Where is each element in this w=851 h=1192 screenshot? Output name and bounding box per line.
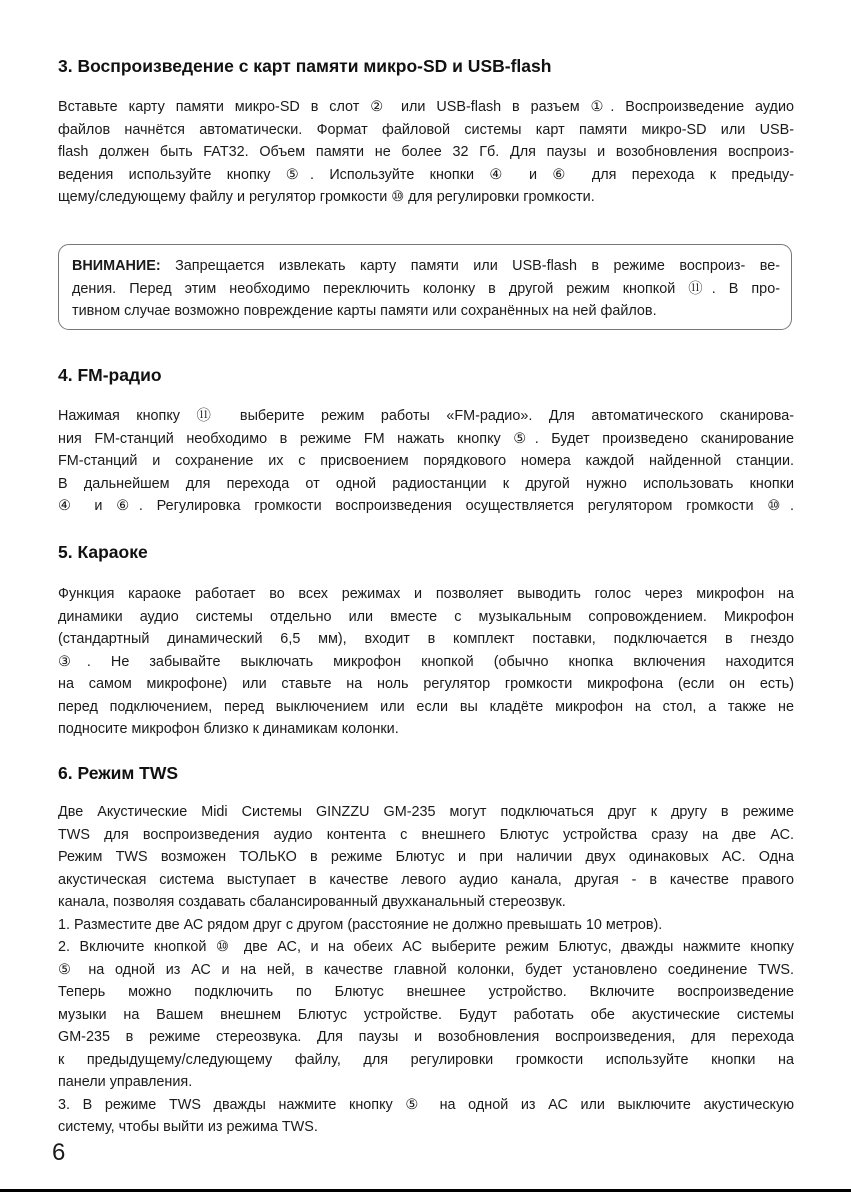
page-number: 6: [52, 1139, 66, 1166]
section-6-line: ⑤ на одной из АС и на ней, в качестве главной колонки, будет установлено соединение TWS.: [58, 961, 794, 978]
section-4-line: В дальнейшем для перехода от одной радиостанции к другой нужно использовать кнопки: [58, 475, 794, 492]
section-6-step-2: 2. Включите кнопкой ⑩ две АС, и на обеих АС выберите режим Блютус, дважды нажмите кнопку: [58, 939, 794, 955]
warning-notice-text: [72, 255, 780, 323]
section-6-body: [58, 801, 794, 1139]
section-5-body: [58, 583, 794, 741]
warning-notice-box: [58, 244, 792, 330]
section-6-line: GM-235 в режиме стереозвука. Для паузы и возобновления воспроизведения, для перехода: [58, 1029, 794, 1045]
warning-line: тивном случае возможно повреждение карты памяти или сохранённых на ней файлов.: [72, 303, 657, 319]
section-6-line: акустическая система выступает в качестве левого аудио канала, другая - в качестве правого: [58, 871, 794, 888]
section-3-line: файлов начнётся автоматически. Формат файловой системы карт памяти микро-SD или USB-: [58, 121, 794, 138]
section-4-title: 4. FM-радио: [58, 365, 162, 385]
section-5-line: (стандартный динамический 6,5 мм), входит в комплект поставки, подключается в гнездо: [58, 631, 794, 647]
section-6-title: 6. Режим TWS: [58, 763, 179, 783]
section-3-line: Вставьте карту памяти микро-SD в слот ② или USB-flash в разъем ①. Воспроизведение аудио: [58, 99, 794, 115]
section-6-line: TWS для воспроизведения аудио контента с внешнего Блютус устройства сразу на две АС.: [58, 826, 794, 843]
section-6-line: Режим TWS возможен ТОЛЬКО в режиме Блютус и при наличии двух одинаковых АС. Одна: [58, 849, 794, 865]
warning-line: дения. Перед этим необходимо переключить колонку в другой режим кнопкой ⑪. В про-: [72, 280, 780, 297]
section-5-line: перед подключением, перед выключением или если вы кладёте микрофон на стол, а также не: [58, 698, 794, 715]
section-4-line: ния FM-станций необходимо в режиме FM нажать кнопку ⑤. Будет произведено сканирование: [58, 430, 794, 447]
warning-first-line-rest: Запрещается извлекать карту памяти или USB-flash в режиме воспроиз- ве-: [160, 258, 780, 274]
section-3-line: щему/следующему файлу и регулятор громкости ⑩ для регулировки громкости.: [58, 189, 595, 205]
section-6-line: панели управления.: [58, 1074, 193, 1090]
section-5-line: ③. Не забывайте выключать микрофон кнопкой (обычно кнопка включения находится: [58, 653, 794, 670]
section-3-body: [58, 96, 794, 209]
section-6-line: к предыдущему/следующему файлу, для регулировки громкости используйте кнопки на: [58, 1051, 794, 1068]
warning-label: ВНИМАНИЕ:: [72, 258, 161, 274]
section-3-line: ведения используйте кнопку ⑤. Используйте кнопки ④ и ⑥ для перехода к предыду-: [58, 166, 794, 183]
section-4-line: ④ и ⑥. Регулировка громкости воспроизведения осуществляется регулятором громкости ⑩.: [58, 498, 794, 514]
section-5-line: подносите микрофон близко к динамикам колонки.: [58, 721, 399, 737]
section-6-step-1: 1. Разместите две АС рядом друг с другом (расстояние не должно превышать 10 метров).: [58, 916, 663, 933]
section-3-title: 3. Воспроизведение с карт памяти микро-SD и USB-flash: [58, 56, 552, 76]
warning-first-line: [72, 255, 780, 278]
section-5-line: Функция караоке работает во всех режимах и позволяет выводить голос через микрофон на: [58, 586, 794, 602]
section-6-line: Две Акустические Midi Системы GINZZU GM-235 могут подключаться друг к другу в режиме: [58, 804, 794, 820]
section-5-line: на самом микрофоне) или ставьте на ноль регулятор громкости микрофона (если он есть): [58, 676, 794, 692]
section-6-line: канала, позволяя создавать сбалансированный двухканальный стереозвук.: [58, 894, 566, 910]
section-6-step-3: 3. В режиме TWS дважды нажмите кнопку ⑤ на одной из АС или выключите акустическую: [58, 1096, 794, 1113]
section-4-line: Нажимая кнопку ⑪ выберите режим работы «FM-радио». Для автоматического сканирова-: [58, 408, 794, 424]
section-5-line: динамики аудио системы отдельно или вместе с музыкальным сопровождением. Микрофон: [58, 608, 794, 625]
section-6-line: музыки на Вашем внешнем Блютус устройстве. Будут работать обе акустические системы: [58, 1006, 794, 1023]
section-3-line: flash должен быть FAT32. Объем памяти не более 32 Гб. Для паузы и возобновления воспроиз-: [58, 144, 794, 160]
section-4-body: [58, 405, 794, 518]
section-6-line: систему, чтобы выйти из режима TWS.: [58, 1119, 318, 1135]
section-4-line: FM-станций и сохранение их с присвоением порядкового номера каждой найденной станции.: [58, 453, 794, 469]
section-5-title: 5. Караоке: [58, 542, 148, 562]
section-6-line: Теперь можно подключить по Блютус внешнее устройство. Включите воспроизведение: [58, 984, 794, 1000]
